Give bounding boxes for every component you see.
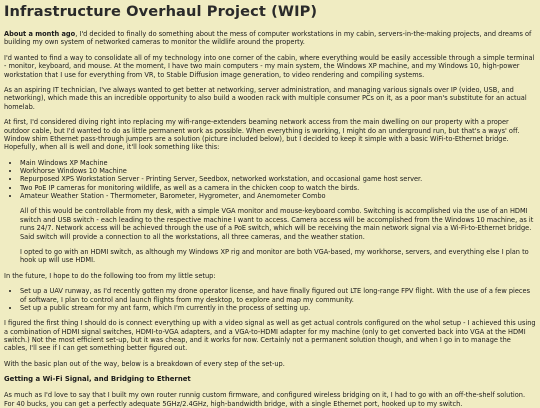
list-item: • Workhorse Windows 10 Machine bbox=[20, 167, 536, 175]
intro-paragraph bbox=[4, 30, 536, 47]
indented-paragraph-hdmi: I opted to go with an HDMI switch, as although my Windows XP rig and monitor are both VGA-based, my workhorse, servers, and everything else I plan to hook up will use HDMI. bbox=[20, 247, 529, 265]
list-item: • Main Windows XP Machine bbox=[20, 159, 536, 167]
paragraph-bridge: As much as I'd love to say that I built my own router runnig custom firmware, and configured wireless bridging on it, I had to go with an off-the-shelf solution. For 40 bucks, you can get a perfectly adequate 5GHz/2.4GHz, high-bandwidth bridge, with a single Ethernet port, hooked up to my switch. bbox=[4, 391, 526, 408]
paragraph-future: In the future, I hope to do the following too from my little setup: bbox=[4, 271, 216, 280]
list-item: • Set up a UAV runway, as I'd recently gotten my drone operator license, and have finally figured out LTE long-range FPV flight. With the use of a few pieces of software, I plan to control and launch flights from my desktop, to explore and map my community. bbox=[20, 287, 536, 304]
page-title: Infrastructure Overhaul Project (WIP) bbox=[4, 3, 318, 20]
paragraph-consolidate: I'd wanted to find a way to consolidate all of my technology into one corner of the cabin, where everything would be easily accessible through a simple terminal - monitor, keyboard, and mouse. At the moment, I have two main computers - my main system, the Windows XP machine, and my Windows 10, high-power workstation that I use for everything from VR, to Stable Diffusion image generation, to video rendering and compiling systems. bbox=[4, 53, 535, 79]
paragraph-video-signal: I figured the first thing I should do is connect everything up with a video signal as well as get actual controls configured on the whol setup - I achieved this using a combination of HDMI signal switches, HDMI-to-VGA adapters, and a VGA-to-HDMI adapter for my machine (only to get converted back into VGA at the HDMI switch.) Not the most efficient set-up, but it was cheap, and it works for now. Certainly not a permanent solution though, and when I go in to manage the cables, I'll see if I can get something better figured out. bbox=[4, 319, 536, 353]
list-item: • Two PoE IP cameras for monitoring wildlife, as well as a camera in the chicken coop to watch the birds. bbox=[20, 184, 536, 192]
section-heading: Getting a Wi-Fi Signal, and Bridging to Ethernet bbox=[4, 375, 191, 384]
future-plans-list bbox=[4, 287, 536, 312]
list-item: • Set up a public stream for my ant farm, which I'm currently in the process of setting up. bbox=[20, 304, 536, 312]
equipment-list bbox=[4, 159, 536, 200]
paragraph-it-technician: As an aspiring IT technician, I've always wanted to get better at networking, server administration, and managing various signals over IP (video, USB, and networking), which made this an incredible opportunity to also build a wooden rack with multiple consumer PCs on it, as a poor man's substitute for an actual homelab. bbox=[4, 86, 527, 111]
paragraph-breakdown: With the basic plan out of the way, below is a breakdown of every step of the set-up. bbox=[4, 359, 285, 368]
paragraph-network-plan: At first, I'd considered diving right into replacing my wifi-range-extenders beaming network access from the main dwelling on our property with a proper outdoor cable, but I'd wanted to do as little permanent work as possible. When everything is working, I might do an underground run, but that's a ways' off. Window shim Ethernet pass-through jumpers are a solution (picture included below), but I decided to keep it simple with a basic WiFi-to-Ethernet bridge. Hopefully, when all is well and done, it'll look something like this: bbox=[4, 118, 520, 152]
intro-lead: About a month ago bbox=[4, 30, 76, 38]
intro-text: , I'd decided to finally do something about the mess of computer workstations in my cabin, servers-in-the-making projects, and dreams of building my own system of networked cameras to monitor the wildlife around the property. bbox=[4, 30, 532, 47]
list-item: • Amateur Weather Station - Thermometer, Barometer, Hygrometer, and Anemometer Combo bbox=[20, 192, 536, 200]
list-item: • Repurposed XPS Workstation Server - Printing Server, Seedbox, networked workstation, and occasional game host server. bbox=[20, 175, 536, 183]
indented-paragraph-control: All of this would be controllable from my desk, with a simple VGA monitor and mouse-keyboard combo. Switching is accomplished via the use of an HDMI switch and USB switch - each leading to the respective machine I want to access. Camera access will be accomplished from the Windows 10 machine, as it runs 24/7. Network access will be achieved through the use of a PoE switch, which will be receiving the main network signal via a Wi-Fi-to-Ethernet bridge. Said switch will provide a connection to all the workstations, all three cameras, and the weather station. bbox=[20, 207, 534, 241]
